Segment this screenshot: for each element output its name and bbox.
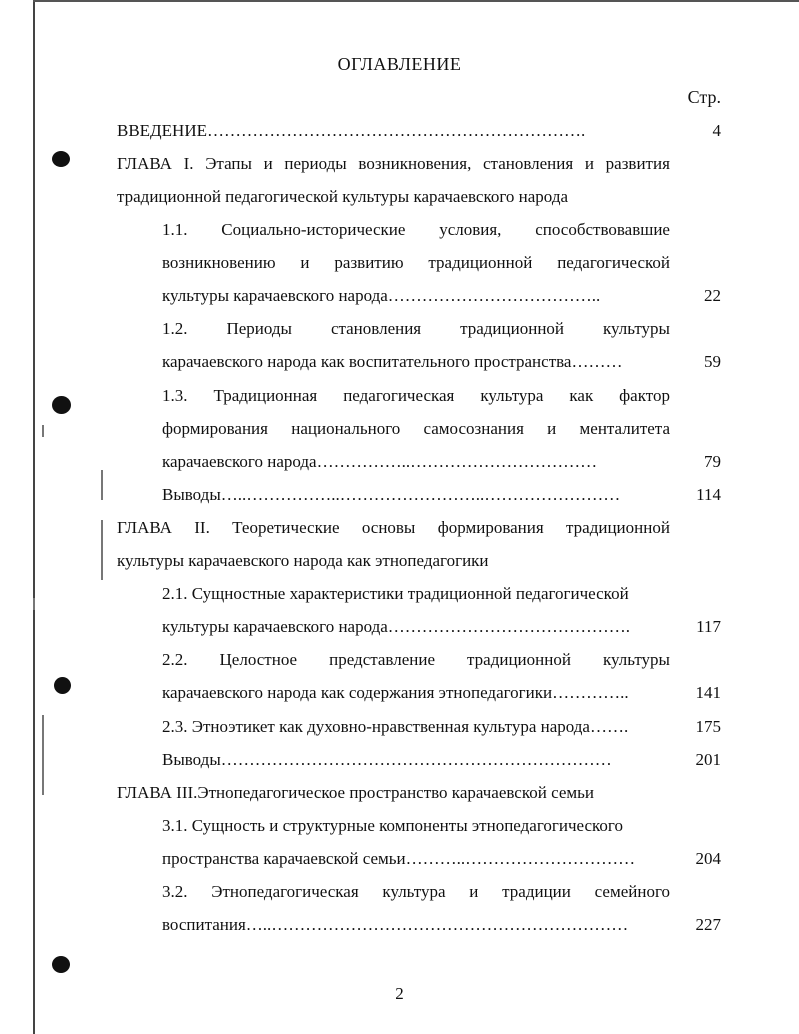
word: периоды	[284, 154, 347, 173]
word: ГЛАВА	[117, 154, 172, 173]
word: становления	[483, 154, 574, 173]
toc-section-line: карачаевского народа……………..……………………………	[162, 452, 598, 471]
word: развития	[605, 154, 670, 173]
word: традиционной	[460, 319, 565, 338]
toc-entry-introduction: ВВЕДЕНИЕ………………………………………………………….	[117, 121, 586, 140]
toc-section-line: культуры карачаевского народа…………………………………….	[162, 617, 631, 636]
toc-page-number: 79	[704, 452, 721, 471]
word: Этнопедагогическая	[211, 882, 359, 901]
word: традиции	[502, 882, 571, 901]
page-title: ОГЛАВЛЕНИЕ	[337, 54, 462, 74]
page-column-label: Стр.	[687, 87, 721, 107]
toc-page-number: 22	[704, 286, 721, 305]
toc-page-number: 114	[696, 485, 721, 504]
scan-edge-left	[33, 0, 35, 1034]
word: ГЛАВА	[117, 518, 172, 537]
word: 1.2.	[162, 319, 188, 338]
word: самосознания	[423, 419, 524, 438]
toc-section-line: карачаевского народа как воспитательного пространства………	[162, 352, 623, 371]
toc-section-line	[162, 882, 670, 902]
scan-speck	[101, 470, 103, 500]
punch-hole-mark	[52, 956, 70, 973]
toc-section-line	[162, 386, 670, 406]
toc-section-line	[162, 220, 670, 240]
toc-page-number: 204	[695, 849, 721, 868]
word: 1.3.	[162, 386, 188, 405]
toc-page-number: 201	[695, 750, 721, 769]
word: Социально-исторические	[221, 220, 406, 239]
word: как	[569, 386, 594, 405]
toc-chapter-heading-cont: традиционной педагогической культуры карачаевского народа	[117, 187, 569, 206]
punch-hole-mark	[52, 151, 70, 167]
scan-speck	[42, 715, 44, 795]
word: культура	[480, 386, 544, 405]
toc-conclusions: Выводы…..……………..……………………..……………………	[162, 485, 621, 504]
toc-section-line	[162, 650, 670, 670]
toc-page-number: 141	[695, 683, 721, 702]
toc-section-line: культуры карачаевского народа………………………………..	[162, 286, 601, 305]
word: Этапы	[205, 154, 252, 173]
word: представление	[329, 650, 435, 669]
word: становления	[330, 319, 422, 338]
toc-section-line: 2.1. Сущностные характеристики традиционной педагогической	[162, 584, 629, 603]
word: Традиционная	[213, 386, 318, 405]
toc-section-line	[162, 319, 670, 339]
toc-page-number: 4	[712, 121, 721, 140]
word: возникновения,	[358, 154, 472, 173]
word: и	[300, 253, 310, 272]
word: педагогической	[557, 253, 670, 272]
toc-section-line: 2.3. Этноэтикет как духовно-нравственная культура народа…….	[162, 717, 629, 736]
toc-page-number: 117	[696, 617, 721, 636]
word: 3.2.	[162, 882, 188, 901]
toc-page-number: 175	[695, 717, 721, 736]
word: культуры	[602, 319, 670, 338]
word: Теоретические	[232, 518, 340, 537]
word: культура	[382, 882, 446, 901]
word: национального	[291, 419, 401, 438]
toc-section-line: карачаевского народа как содержания этнопедагогики…………..	[162, 683, 629, 702]
toc-section-line	[162, 419, 670, 439]
word: традиционной	[467, 650, 571, 669]
toc-chapter-heading	[117, 154, 670, 174]
toc-section-line: 3.1. Сущность и структурные компоненты этнопедагогического	[162, 816, 623, 835]
word: II.	[194, 518, 210, 537]
word: культуры	[602, 650, 670, 669]
toc-page-number: 227	[695, 915, 721, 934]
word: традиционной	[428, 253, 533, 272]
toc-section-line: воспитания…..………………………………………………………	[162, 915, 629, 934]
toc-chapter-heading: ГЛАВА III.Этнопедагогическое пространство карачаевской семьи	[117, 783, 594, 802]
word: возникновению	[162, 253, 276, 272]
word: Целостное	[219, 650, 298, 669]
punch-hole-mark	[54, 677, 71, 694]
word: формирования	[162, 419, 268, 438]
scan-speck	[33, 598, 35, 610]
word: и	[547, 419, 557, 438]
word: формирования	[437, 518, 544, 537]
page-number: 2	[395, 984, 404, 1003]
word: и	[469, 882, 479, 901]
toc-chapter-heading-cont: культуры карачаевского народа как этнопедагогики	[117, 551, 489, 570]
word: педагогическая	[343, 386, 455, 405]
word: менталитета	[579, 419, 670, 438]
word: 1.1.	[162, 220, 188, 239]
word: семейного	[594, 882, 670, 901]
scan-speck	[42, 425, 44, 437]
word: Периоды	[226, 319, 292, 338]
toc-section-line	[162, 253, 670, 273]
scan-speck	[101, 520, 103, 580]
word: I.	[183, 154, 194, 173]
toc-section-line: пространства карачаевской семьи………..…………………………	[162, 849, 636, 868]
word: основы	[361, 518, 416, 537]
word: способствовавшие	[535, 220, 670, 239]
word: фактор	[619, 386, 670, 405]
toc-page-number: 59	[704, 352, 721, 371]
scan-edge-top	[33, 0, 799, 2]
toc-chapter-heading	[117, 518, 670, 538]
word: и	[584, 154, 594, 173]
word: 2.2.	[162, 650, 188, 669]
word: традиционной	[566, 518, 670, 537]
toc-conclusions: Выводы……………………………………………………………	[162, 750, 612, 769]
word: условия,	[439, 220, 502, 239]
word: развитию	[334, 253, 404, 272]
word: и	[263, 154, 273, 173]
punch-hole-mark	[52, 396, 71, 414]
